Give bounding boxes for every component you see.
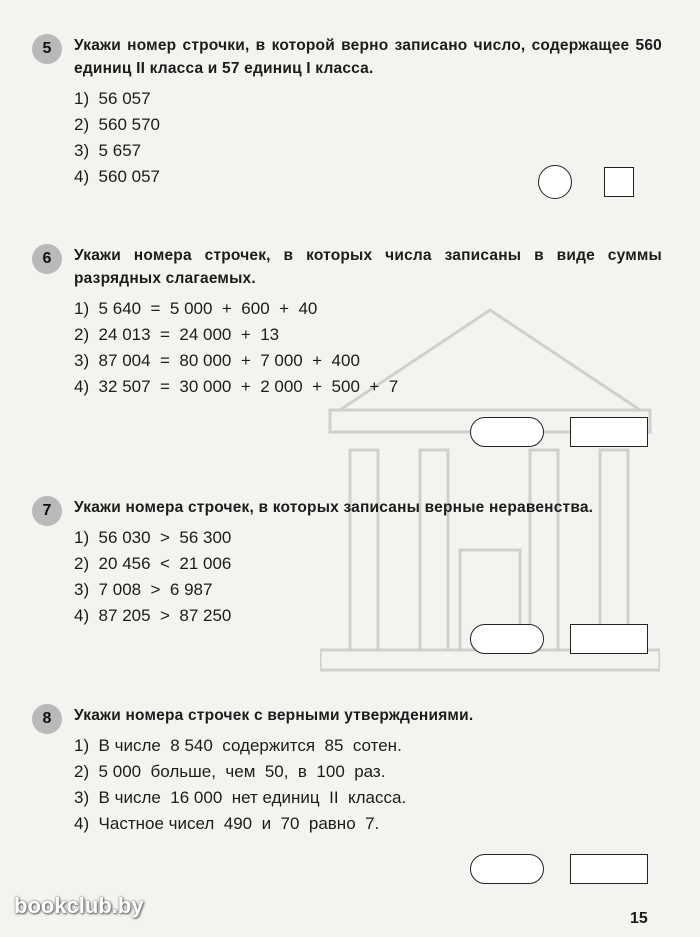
task-7 bbox=[32, 496, 662, 629]
watermark: bookclub.by bbox=[14, 893, 144, 918]
option-item: 4) Частное чисел 490 и 70 равно 7. bbox=[74, 814, 380, 833]
task-6 bbox=[32, 244, 662, 400]
task-number-badge: 8 bbox=[32, 704, 62, 734]
page-number: 15 bbox=[630, 910, 648, 927]
option-item: 2) 20 456 < 21 006 bbox=[74, 554, 232, 573]
option-item: 3) 87 004 = 80 000 + 7 000 + 400 bbox=[74, 351, 360, 370]
option-item: 1) 56 057 bbox=[74, 89, 151, 108]
answer-box[interactable] bbox=[570, 624, 648, 654]
option-item: 4) 560 057 bbox=[74, 167, 161, 186]
option-item: 2) 560 570 bbox=[74, 115, 161, 134]
answer-oval[interactable] bbox=[470, 624, 544, 654]
task-number-badge: 6 bbox=[32, 244, 62, 274]
answer-oval[interactable] bbox=[470, 854, 544, 884]
task-6-answer-area bbox=[470, 417, 648, 447]
task-8 bbox=[32, 704, 662, 837]
task-number-badge: 7 bbox=[32, 496, 62, 526]
option-item: 3) 7 008 > 6 987 bbox=[74, 580, 213, 599]
option-item: 3) В числе 16 000 нет единиц II класса. bbox=[74, 788, 407, 807]
task-7-answer-area bbox=[470, 624, 648, 654]
option-item: 1) 56 030 > 56 300 bbox=[74, 528, 232, 547]
answer-oval[interactable] bbox=[470, 417, 544, 447]
answer-box[interactable] bbox=[570, 417, 648, 447]
task-number-badge: 5 bbox=[32, 34, 62, 64]
task-question: Укажи номера строчек с верными утверждениями. bbox=[74, 707, 474, 724]
option-item: 4) 32 507 = 30 000 + 2 000 + 500 + 7 bbox=[74, 377, 399, 396]
answer-box[interactable] bbox=[570, 854, 648, 884]
task-8-answer-area bbox=[470, 854, 648, 884]
option-item: 1) 5 640 = 5 000 + 600 + 40 bbox=[74, 299, 318, 318]
options-list bbox=[74, 296, 662, 400]
task-5-answer-area bbox=[538, 165, 634, 199]
option-item: 2) 24 013 = 24 000 + 13 bbox=[74, 325, 280, 344]
options-list bbox=[74, 525, 662, 629]
task-question: Укажи номера строчек, в которых числа записаны в виде суммы разрядных слагаемых. bbox=[74, 247, 662, 287]
answer-box[interactable] bbox=[604, 167, 634, 197]
task-question: Укажи номера строчек, в которых записаны верные неравенства. bbox=[74, 499, 594, 516]
option-item: 4) 87 205 > 87 250 bbox=[74, 606, 232, 625]
options-list bbox=[74, 733, 662, 837]
answer-circle[interactable] bbox=[538, 165, 572, 199]
task-question: Укажи номер строчки, в которой верно записано число, содержащее 560 единиц II класса и 57 единиц I класса. bbox=[74, 37, 662, 77]
option-item: 3) 5 657 bbox=[74, 141, 142, 160]
option-item: 2) 5 000 больше, чем 50, в 100 раз. bbox=[74, 762, 386, 781]
option-item: 1) В числе 8 540 содержится 85 сотен. bbox=[74, 736, 402, 755]
